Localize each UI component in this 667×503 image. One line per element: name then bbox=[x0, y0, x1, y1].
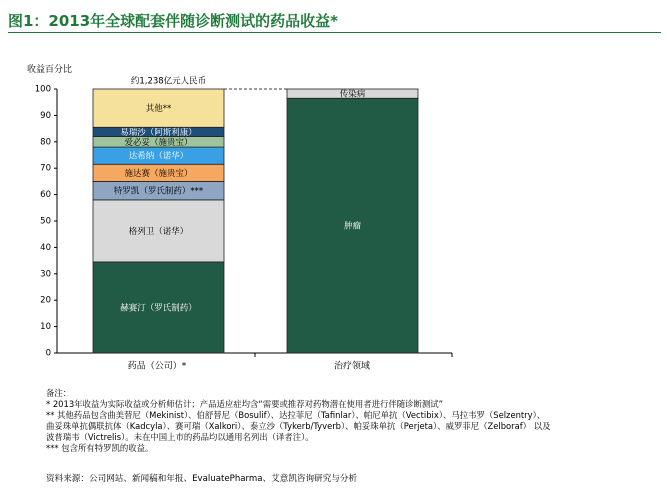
segment-label: 施达赛（施贵宝） bbox=[124, 168, 193, 179]
y-tick-label: 90 bbox=[40, 110, 51, 121]
x-tick-label: 药品（公司）* bbox=[127, 361, 187, 372]
x-tick-label: 治疗领域 bbox=[333, 361, 371, 372]
note-line: 波普瑞韦（Victrelis）。未在中国上市的药品均以通用名列出（译者注）。 bbox=[46, 432, 314, 442]
segment-label: 其他** bbox=[145, 104, 172, 115]
y-tick-label: 40 bbox=[40, 242, 51, 253]
segment-label: 格列卫（诺华） bbox=[128, 226, 189, 237]
total-annotation: 约1,238亿元人民币 bbox=[130, 76, 207, 87]
note-line: *** 包含所有特罗凯的收益。 bbox=[46, 443, 154, 453]
chart-title: 图1：2013年全球配套伴随诊断测试的药品收益* bbox=[8, 12, 339, 30]
y-tick-label: 10 bbox=[40, 322, 51, 333]
y-tick-label: 0 bbox=[45, 348, 51, 359]
y-axis-label: 收益百分比 bbox=[27, 65, 73, 75]
segment-label: 传染病 bbox=[339, 89, 366, 100]
note-line: * 2013年收益为实际收益或分析师估计；产品适应症均含“需要或推荐对药物潜在使用者进行伴随诊断测试” bbox=[46, 399, 443, 409]
segment-label: 达希纳（诺华） bbox=[128, 151, 189, 162]
segment-label: 肿瘤 bbox=[343, 221, 362, 232]
y-tick-label: 100 bbox=[34, 84, 51, 95]
notes-heading: 备注： bbox=[46, 388, 72, 398]
segment-label: 赫赛汀（罗氏制药） bbox=[120, 303, 197, 314]
y-tick-label: 70 bbox=[40, 163, 51, 174]
y-tick-label: 60 bbox=[40, 190, 51, 201]
note-line: ** 其他药品包含曲美替尼（Mekinist）、伯舒替尼（Bosulif）、达拉菲尼（Tafinlar）、帕尼单抗（Vectibix）、马拉韦罗（Selzentry）、 bbox=[46, 410, 546, 420]
notes-block bbox=[46, 388, 656, 454]
source-line: 资料来源：公司网站、新闻稿和年报、EvaluatePharma、艾意凯咨询研究与分析 bbox=[46, 474, 358, 484]
segment-label: 易瑞沙（阿斯利康） bbox=[120, 127, 197, 138]
y-tick-label: 20 bbox=[40, 295, 51, 306]
y-tick-label: 80 bbox=[40, 137, 51, 148]
y-tick-label: 50 bbox=[40, 216, 51, 227]
y-tick-label: 30 bbox=[40, 269, 51, 280]
note-line: 曲妥珠单抗偶联抗体（Kadcyla）、赛可瑞（Xalkori）、泰立沙（Tykerb/Tyverb）、帕妥珠单抗（Perjeta）、威罗菲尼（Zelboraf） 以及 bbox=[46, 421, 551, 431]
segment-label: 特罗凯（罗氏制药）*** bbox=[113, 186, 204, 197]
segment-label: 爱必妥（施贵宝） bbox=[124, 137, 193, 148]
